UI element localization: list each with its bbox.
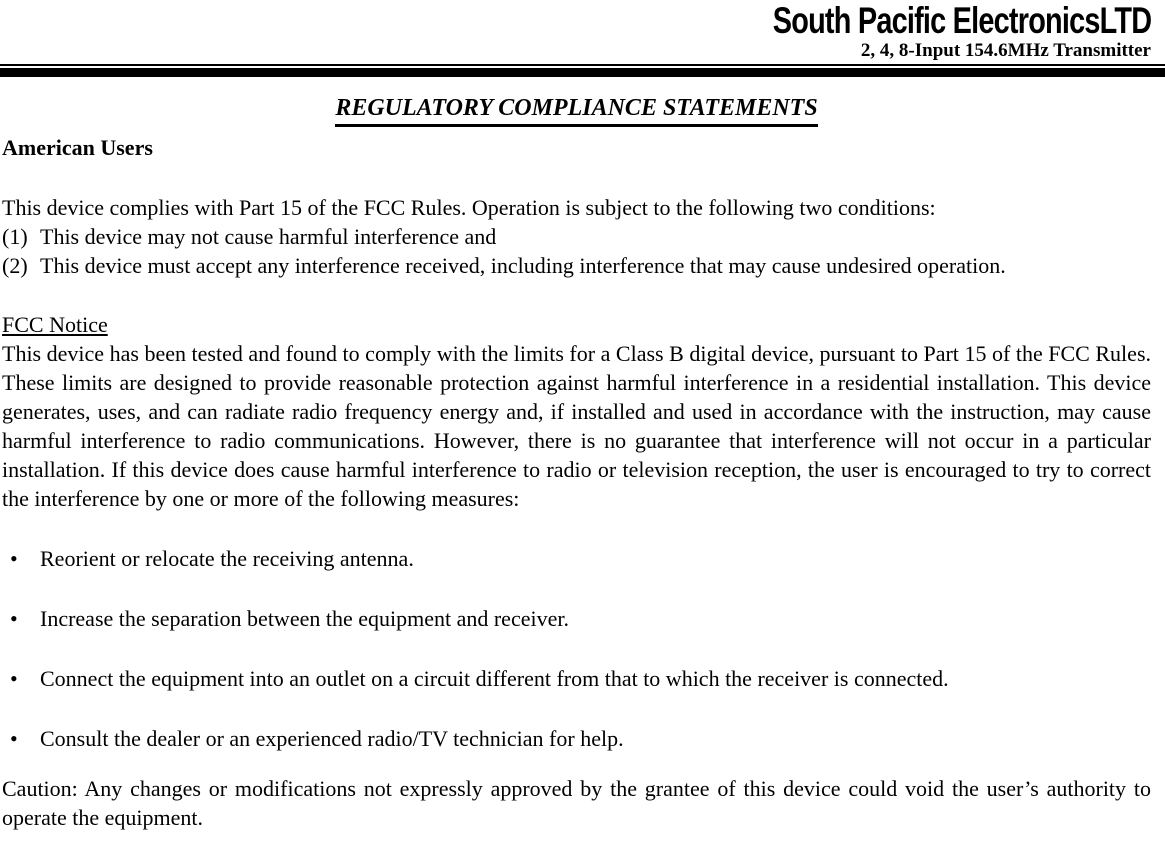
fcc-conditions-paragraph (2, 193, 1151, 280)
company-name: South Pacific ElectronicsLTD (772, 0, 1151, 41)
list-item (2, 544, 1151, 573)
header-rule-thin (0, 64, 1165, 66)
condition-item (2, 251, 1151, 280)
bullet-icon: • (10, 726, 18, 751)
caution-paragraph: Caution: Any changes or modifications not expressly approved by the grantee of this device could void the user’s authority to operate the equipment. (2, 776, 1151, 830)
document-title: REGULATORY COMPLIANCE STATEMENTS (335, 93, 817, 127)
document-body (0, 93, 1165, 832)
page-header (0, 0, 1165, 61)
list-item (2, 664, 1151, 693)
condition-text: This device may not cause harmful interference and (40, 224, 497, 249)
product-subtitle: 2, 4, 8-Input 154.6MHz Transmitter (860, 40, 1151, 61)
condition-number: (2) (2, 253, 28, 278)
fcc-notice-heading-text: FCC Notice (2, 312, 108, 337)
condition-number: (1) (2, 224, 28, 249)
measure-text: Consult the dealer or an experienced radio/TV technician for help. (40, 726, 624, 751)
measure-text: Increase the separation between the equipment and receiver. (40, 606, 569, 631)
header-rule-thick (0, 68, 1165, 77)
section-heading-fcc-notice (2, 310, 1151, 339)
section-heading-american-users: American Users (2, 135, 153, 160)
document-title-row (2, 93, 1151, 127)
fcc-notice-body: This device has been tested and found to comply with the limits for a Class B digital device, pursuant to Part 15 of the FCC Rules. These limits are designed to provide reasonable protection against harmful interference in a residential installation. This device generates, uses, and can radiate radio frequency energy and, if installed and used in accordance with the instruction, may cause harmful interference to radio communications. However, there is no guarantee that interference will not occur in a particular installation. If this device does cause harmful interference to radio or television reception, the user is encouraged to try to correct the interference by one or more of the following measures: (2, 341, 1151, 511)
list-item (2, 604, 1151, 633)
condition-text: This device must accept any interference received, including interference that may cause undesired operation. (40, 253, 1006, 278)
bullet-icon: • (10, 546, 18, 571)
company-name-row (2, 0, 1151, 41)
measure-text: Connect the equipment into an outlet on a circuit different from that to which the receiver is connected. (40, 666, 949, 691)
list-item (2, 724, 1151, 753)
bullet-icon: • (10, 606, 18, 631)
measure-list (2, 544, 1151, 753)
measure-text: Reorient or relocate the receiving antenna. (40, 546, 414, 571)
condition-item (2, 222, 1151, 251)
fcc-conditions-intro: This device complies with Part 15 of the FCC Rules. Operation is subject to the following two conditions: (2, 195, 936, 220)
bullet-icon: • (10, 666, 18, 691)
